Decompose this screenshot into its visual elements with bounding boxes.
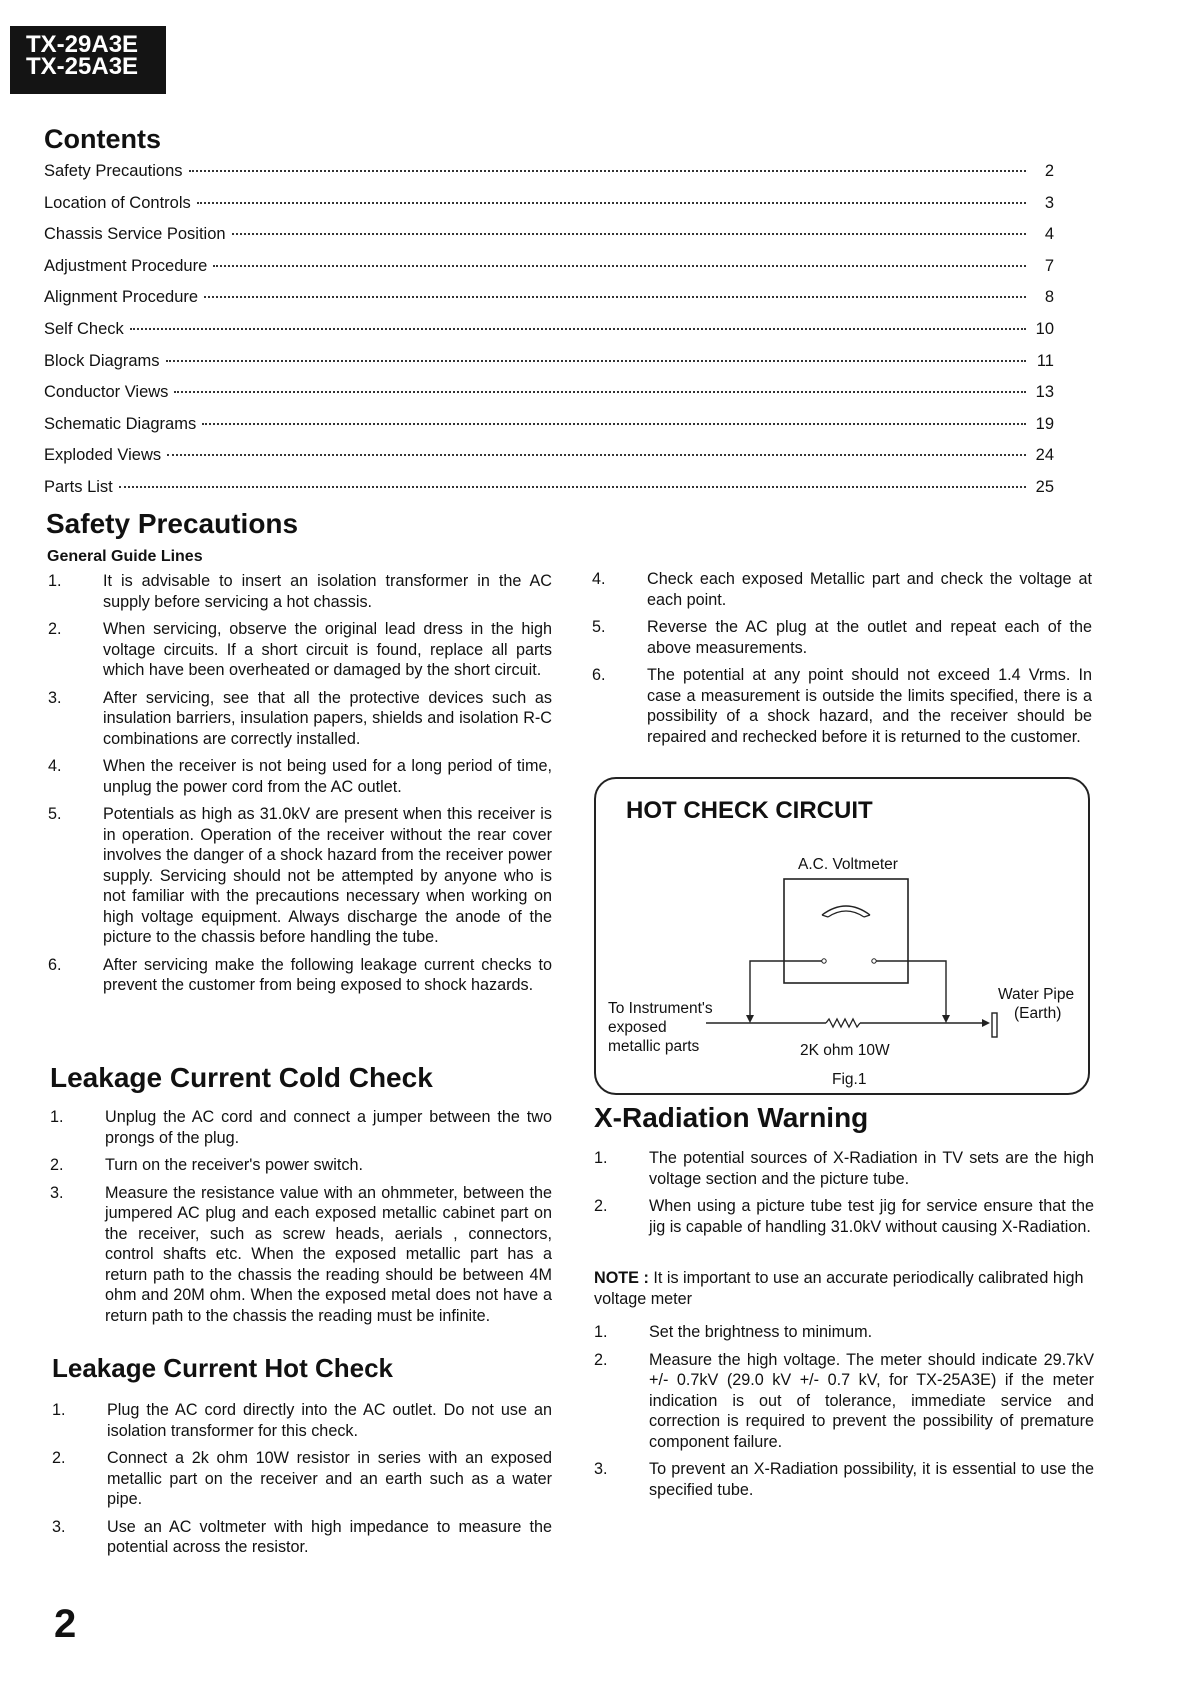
note-text: It is important to use an accurate periodically calibrated high voltage meter <box>594 1269 1084 1308</box>
item-text: When using a picture tube test jig for service ensure that the jig is capable of handling 31.0kV without causing X-Radiation. <box>649 1197 1094 1236</box>
toc-leader <box>213 265 1026 267</box>
toc-item-label: Alignment Procedure <box>44 288 199 307</box>
item-text: Measure the high voltage. The meter should indicate 29.7kV +/- 0.7kV (29.0 kV +/- 0.7 kV, for TX-25A3E) if the meter indication is out of tolerance, immediate service and correction is required to prevent the possibility of premature component failure. <box>649 1350 1094 1451</box>
hot-check-title: Leakage Current Hot Check <box>52 1353 393 1383</box>
hot-check-circuit <box>594 777 1090 1095</box>
item-text: After servicing make the following leakage current checks to prevent the customer from being exposed to shock hazards. <box>103 955 552 994</box>
toc-item-label: Parts List <box>44 477 113 496</box>
meter-terminal-left <box>822 959 826 963</box>
list-item <box>594 1196 1094 1237</box>
toc-item-label: Adjustment Procedure <box>44 256 208 275</box>
item-number: 2. <box>48 620 62 638</box>
item-number: 2. <box>52 1449 66 1467</box>
item-text: Use an AC voltmeter with high impedance to measure the potential across the resistor. <box>107 1517 552 1556</box>
item-number: 1. <box>48 572 62 590</box>
list-item <box>592 665 1092 747</box>
toc-item-page: 13 <box>1035 383 1054 402</box>
list-item <box>48 619 552 681</box>
list-item <box>52 1517 552 1558</box>
toc-item[interactable] <box>44 225 1054 257</box>
toc-leader <box>197 202 1026 204</box>
toc-leader <box>130 328 1026 330</box>
hot-check-list <box>52 1400 552 1565</box>
item-number: 6. <box>48 955 62 974</box>
voltmeter-label: A.C. Voltmeter <box>798 856 898 873</box>
resistor-label: 2K ohm 10W <box>800 1042 890 1059</box>
list-item <box>594 1148 1094 1189</box>
safety-subtitle: General Guide Lines <box>47 548 203 565</box>
item-number: 5. <box>48 805 62 823</box>
item-text: To prevent an X-Radiation possibility, it is essential to use the specified tube. <box>649 1460 1094 1499</box>
list-item <box>50 1107 552 1148</box>
model-name-1: TX-29A3E <box>26 31 139 58</box>
xray-title: X-Radiation Warning <box>594 1102 869 1133</box>
toc-item-label: Self Check <box>44 319 124 338</box>
toc-item[interactable] <box>44 352 1054 384</box>
item-number: 3. <box>48 688 62 707</box>
toc-item-label: Exploded Views <box>44 446 162 465</box>
toc-leader <box>232 233 1026 235</box>
item-text: Plug the AC cord directly into the AC outlet. Do not use an isolation transformer for this check. <box>107 1401 552 1440</box>
meter-scale-inner <box>828 911 864 917</box>
toc-leader <box>166 360 1026 362</box>
safety-title: Safety Precautions <box>46 508 299 539</box>
toc-leader <box>202 423 1026 425</box>
cold-check-list <box>50 1107 552 1333</box>
instrument-label-1: To Instrument's <box>608 1000 713 1017</box>
list-item <box>592 569 1092 610</box>
list-item <box>48 804 552 948</box>
toc-item-page: 10 <box>1035 319 1054 338</box>
list-item <box>48 688 552 750</box>
item-text: Set the brightness to minimum. <box>649 1323 873 1341</box>
item-number: 3. <box>50 1183 64 1202</box>
item-text: Unplug the AC cord and connect a jumper between the two prongs of the plug. <box>105 1108 552 1147</box>
item-number: 1. <box>50 1108 64 1126</box>
model-name-2: TX-25A3E <box>26 53 139 80</box>
voltmeter-box <box>784 879 908 983</box>
item-text: After servicing, see that all the protective devices such as insulation barriers, insulation papers, shields and isolation R-C combinations are correctly installed. <box>103 688 552 748</box>
toc-item-label: Location of Controls <box>44 193 191 212</box>
toc-leader <box>167 454 1026 456</box>
earth-label: (Earth) <box>1014 1005 1062 1022</box>
toc-item-page: 25 <box>1035 477 1054 496</box>
item-text: It is advisable to insert an isolation transformer in the AC supply before servicing a hot chassis. <box>103 572 552 611</box>
figure-label: Fig.1 <box>832 1071 867 1088</box>
item-number: 2. <box>594 1197 608 1215</box>
water-pipe-symbol <box>992 1013 997 1037</box>
item-number: 6. <box>592 666 606 684</box>
toc-item-page: 19 <box>1035 414 1054 433</box>
item-number: 2. <box>594 1350 608 1369</box>
toc-item[interactable] <box>44 383 1054 415</box>
item-number: 1. <box>52 1401 66 1419</box>
list-item <box>594 1322 1094 1343</box>
item-number: 3. <box>594 1460 608 1478</box>
toc-item-label: Schematic Diagrams <box>44 414 197 433</box>
list-item <box>52 1448 552 1510</box>
meter-terminal-right <box>872 959 876 963</box>
safety-list <box>48 571 552 1003</box>
toc-item-page: 2 <box>1044 162 1054 180</box>
toc-item-page: 8 <box>1044 288 1054 307</box>
list-item <box>50 1183 552 1327</box>
page-number: 2 <box>54 1602 77 1646</box>
toc-item[interactable] <box>44 194 1054 226</box>
toc-item[interactable] <box>44 257 1054 289</box>
item-text: Check each exposed Metallic part and check the voltage at each point. <box>647 570 1092 609</box>
toc-item[interactable] <box>44 162 1054 194</box>
xray-note <box>594 1268 1094 1309</box>
toc-leader <box>174 391 1026 393</box>
contents-title: Contents <box>44 124 161 154</box>
item-number: 1. <box>594 1149 608 1167</box>
note-label: NOTE : <box>594 1269 649 1287</box>
toc-item-page: 3 <box>1044 193 1054 212</box>
hot-check-continued-list <box>592 569 1092 754</box>
toc-item-page: 11 <box>1036 351 1054 370</box>
toc-item[interactable] <box>44 478 1054 510</box>
list-item <box>594 1350 1094 1453</box>
toc-item-label: Conductor Views <box>44 383 169 402</box>
toc-leader <box>204 296 1026 298</box>
list-item <box>594 1459 1094 1500</box>
toc-item[interactable] <box>44 415 1054 447</box>
toc-leader <box>119 486 1026 488</box>
toc-item[interactable] <box>44 320 1054 352</box>
item-number: 4. <box>592 570 606 588</box>
list-item <box>52 1400 552 1441</box>
table-of-contents <box>44 162 1054 510</box>
item-number: 1. <box>594 1323 608 1341</box>
cold-check-title: Leakage Current Cold Check <box>50 1062 433 1093</box>
model-badge <box>10 26 166 94</box>
item-text: Reverse the AC plug at the outlet and repeat each of the above measurements. <box>647 618 1092 657</box>
item-text: When the receiver is not being used for a long period of time, unplug the power cord from the AC outlet. <box>103 757 552 796</box>
water-pipe-label: Water Pipe <box>998 986 1075 1003</box>
instrument-label-3: metallic parts <box>608 1038 700 1055</box>
item-text: Connect a 2k ohm 10W resistor in series with an exposed metallic part on the receiver and an earth such as a water pipe. <box>107 1449 552 1508</box>
item-text: The potential at any point should not exceed 1.4 Vrms. In case a measurement is outside the limits specified, there is a possibility of a shock hazard, and the receiver should be repaired and rechecked before it is returned to the customer. <box>647 666 1092 746</box>
toc-item-page: 7 <box>1044 256 1054 275</box>
item-number: 4. <box>48 757 62 775</box>
xray-steps-list <box>594 1322 1094 1507</box>
toc-item-label: Safety Precautions <box>44 162 183 180</box>
item-text: Measure the resistance value with an ohmmeter, between the jumpered AC plug and each exposed metallic cabinet part on the receiver, such as screw heads, aerials , connectors, control shafts etc. When the exposed metallic part has a return path to the chassis the reading should be between 4M ohm and 20M ohm. When the exposed metal does not have a return path to the chassis the reading must be infinite. <box>105 1183 552 1325</box>
list-item <box>50 1155 552 1176</box>
list-item <box>48 955 552 996</box>
toc-item-label: Chassis Service Position <box>44 225 226 244</box>
list-item <box>592 617 1092 658</box>
toc-item[interactable] <box>44 446 1054 478</box>
resistor-symbol <box>826 1019 860 1027</box>
toc-item-label: Block Diagrams <box>44 351 160 370</box>
list-item <box>48 571 552 612</box>
xray-list <box>594 1148 1094 1244</box>
toc-leader <box>189 170 1027 172</box>
item-text: Potentials as high as 31.0kV are present when this receiver is in operation. Operation of the receiver without the rear cover involves the danger of a shock hazard from the receiver power supply. Servicing should not be attempted by anyone who is not familiar with the precautions necessary when working on high voltage equipment. Always discharge the anode of the picture to the chassis before handling the tube. <box>103 805 552 946</box>
list-item <box>48 756 552 797</box>
toc-item-page: 24 <box>1035 446 1054 465</box>
item-number: 2. <box>50 1156 64 1174</box>
toc-item-page: 4 <box>1044 225 1054 244</box>
circuit-title: HOT CHECK CIRCUIT <box>626 797 873 824</box>
instrument-label-2: exposed <box>608 1019 667 1036</box>
item-number: 3. <box>52 1517 66 1536</box>
toc-item[interactable] <box>44 288 1054 320</box>
item-text: Turn on the receiver's power switch. <box>105 1156 363 1174</box>
item-text: The potential sources of X-Radiation in TV sets are the high voltage section and the picture tube. <box>649 1149 1094 1188</box>
item-text: When servicing, observe the original lead dress in the high voltage circuits. If a short circuit is found, replace all parts which have been overheated or damaged by the short circuit. <box>103 620 552 679</box>
item-number: 5. <box>592 618 606 636</box>
